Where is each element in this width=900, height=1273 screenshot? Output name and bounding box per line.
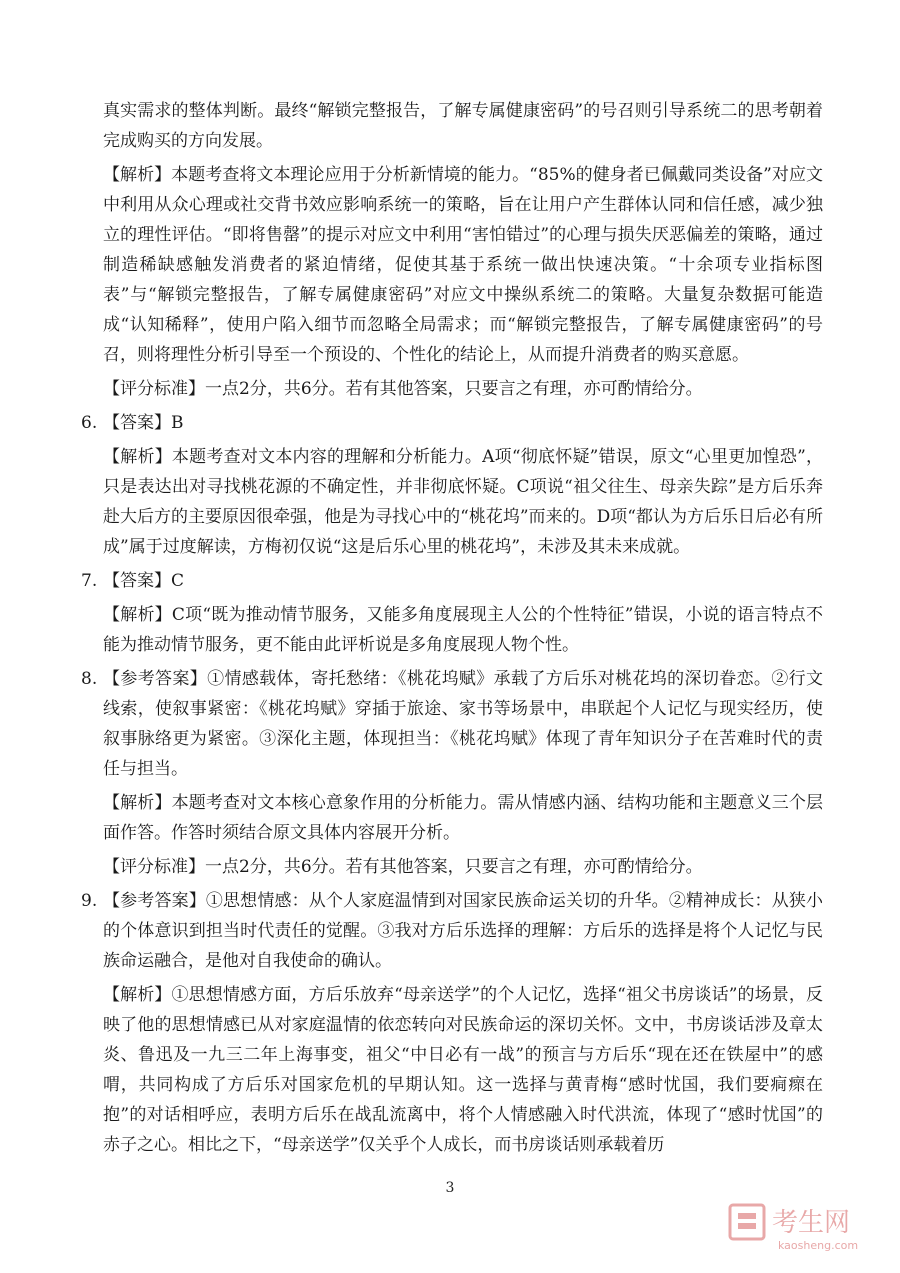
paragraph-analysis-8: 【解析】本题考查对文本核心意象作用的分析能力。需从情感内涵、结构功能和主题意义三个层面作答。作答时须结合原文具体内容展开分析。 bbox=[103, 793, 823, 843]
kaosheng-logo-icon bbox=[728, 1199, 878, 1255]
question-6-answer bbox=[81, 408, 823, 438]
question-number: 6. bbox=[81, 413, 98, 433]
paragraph-continuation: 真实需求的整体判断。最终“解锁完整报告，了解专属健康密码”的号召则引导系统二的思考朝着完成购买的方向发展。 bbox=[103, 101, 823, 151]
document-body bbox=[81, 96, 823, 1164]
paragraph-analysis-5: 【解析】本题考查将文本理论应用于分析新情境的能力。“85%的健身者已佩戴同类设备”对应文中利用从众心理或社交背书效应影响系统一的策略，旨在让用户产生群体认同和信任感，减少独立的理性评估。“即将售罄”的提示对应文中利用“害怕错过”的心理与损失厌恶偏差的策略，通过制造稀缺感触发消费者的紧迫情绪，促使其基于系统一做出快速决策。“十余项专业指标图表”与“解锁完整报告，了解专属健康密码”对应文中操纵系统二的策略。大量复杂数据可能造成“认知稀释”，使用户陷入细节而忽略全局需求；而“解锁完整报告，了解专属健康密码”的号召，则将理性分析引导至一个预设的、个性化的结论上，从而提升消费者的购买意愿。 bbox=[103, 165, 823, 365]
answer-text: 【参考答案】①情感载体，寄托愁绪：《桃花坞赋》承载了方后乐对桃花坞的深切眷恋。②行文线索，使叙事紧密：《桃花坞赋》穿插于旅途、家书等场景中，串联起个人记忆与现实经历，使叙事脉络更为紧密。③深化主题，体现担当：《桃花坞赋》体现了青年知识分子在苦难时代的责任与担当。 bbox=[103, 669, 823, 779]
question-number: 8. bbox=[81, 669, 98, 689]
question-7-answer bbox=[81, 566, 823, 596]
question-9-answer bbox=[81, 886, 823, 976]
paragraph-analysis-9: 【解析】①思想情感方面，方后乐放弃“母亲送学”的个人记忆，选择“祖父书房谈话”的场景，反映了他的思想情感已从对家庭温情的依恋转向对民族命运的深切关怀。文中，书房谈话涉及章太炎、鲁迅及一九三二年上海事变，祖父“中日必有一战”的预言与方后乐“现在还在铁屋中”的感喟，共同构成了方后乐对国家危机的早期认知。这一选择与黄青梅“感时忧国，我们要痌瘝在抱”的对话相呼应，表明方后乐在战乱流离中，将个人情感融入时代洪流，体现了“感时忧国”的赤子之心。相比之下，“母亲送学”仅关乎个人成长，而书房谈话则承载着历 bbox=[103, 985, 823, 1155]
answer-text: 【答案】B bbox=[103, 413, 184, 433]
paragraph-analysis-6: 【解析】本题考查对文本内容的理解和分析能力。A项“彻底怀疑”错误，原文“心里更加惶恐”，只是表达出对寻找桃花源的不确定性，并非彻底怀疑。C项说“祖父往生、母亲失踪”是方后乐奔赴大后方的主要原因很牵强，他是为寻找心中的“桃花坞”而来的。D项“都认为方后乐日后必有所成”属于过度解读，方梅初仅说“这是后乐心里的桃花坞”，未涉及其未来成就。 bbox=[103, 447, 823, 557]
page-number: 3 bbox=[445, 1180, 455, 1196]
watermark-url-text: kaosheng.com bbox=[778, 1239, 859, 1252]
question-8-answer bbox=[81, 664, 823, 784]
paragraph-scoring-5: 【评分标准】一点2分，共6分。若有其他答案，只要言之有理，亦可酌情给分。 bbox=[103, 379, 703, 399]
paragraph-scoring-8: 【评分标准】一点2分，共6分。若有其他答案，只要言之有理，亦可酌情给分。 bbox=[103, 857, 703, 877]
paragraph-analysis-7: 【解析】C项“既为推动情节服务，又能多角度展现主人公的个性特征”错误，小说的语言特点不能为推动情节服务，更不能由此评析说是多角度展现人物个性。 bbox=[103, 605, 823, 655]
watermark-brand-text: 考生网 bbox=[772, 1208, 851, 1238]
question-number: 9. bbox=[81, 891, 98, 911]
answer-text: 【参考答案】①思想情感：从个人家庭温情到对国家民族命运关切的升华。②精神成长：从狭小的个体意识到担当时代责任的觉醒。③我对方后乐选择的理解：方后乐的选择是将个人记忆与民族命运融合，是他对自我使命的确认。 bbox=[103, 891, 823, 971]
answer-text: 【答案】C bbox=[103, 571, 185, 591]
watermark-logo bbox=[728, 1199, 878, 1255]
question-number: 7. bbox=[81, 571, 98, 591]
